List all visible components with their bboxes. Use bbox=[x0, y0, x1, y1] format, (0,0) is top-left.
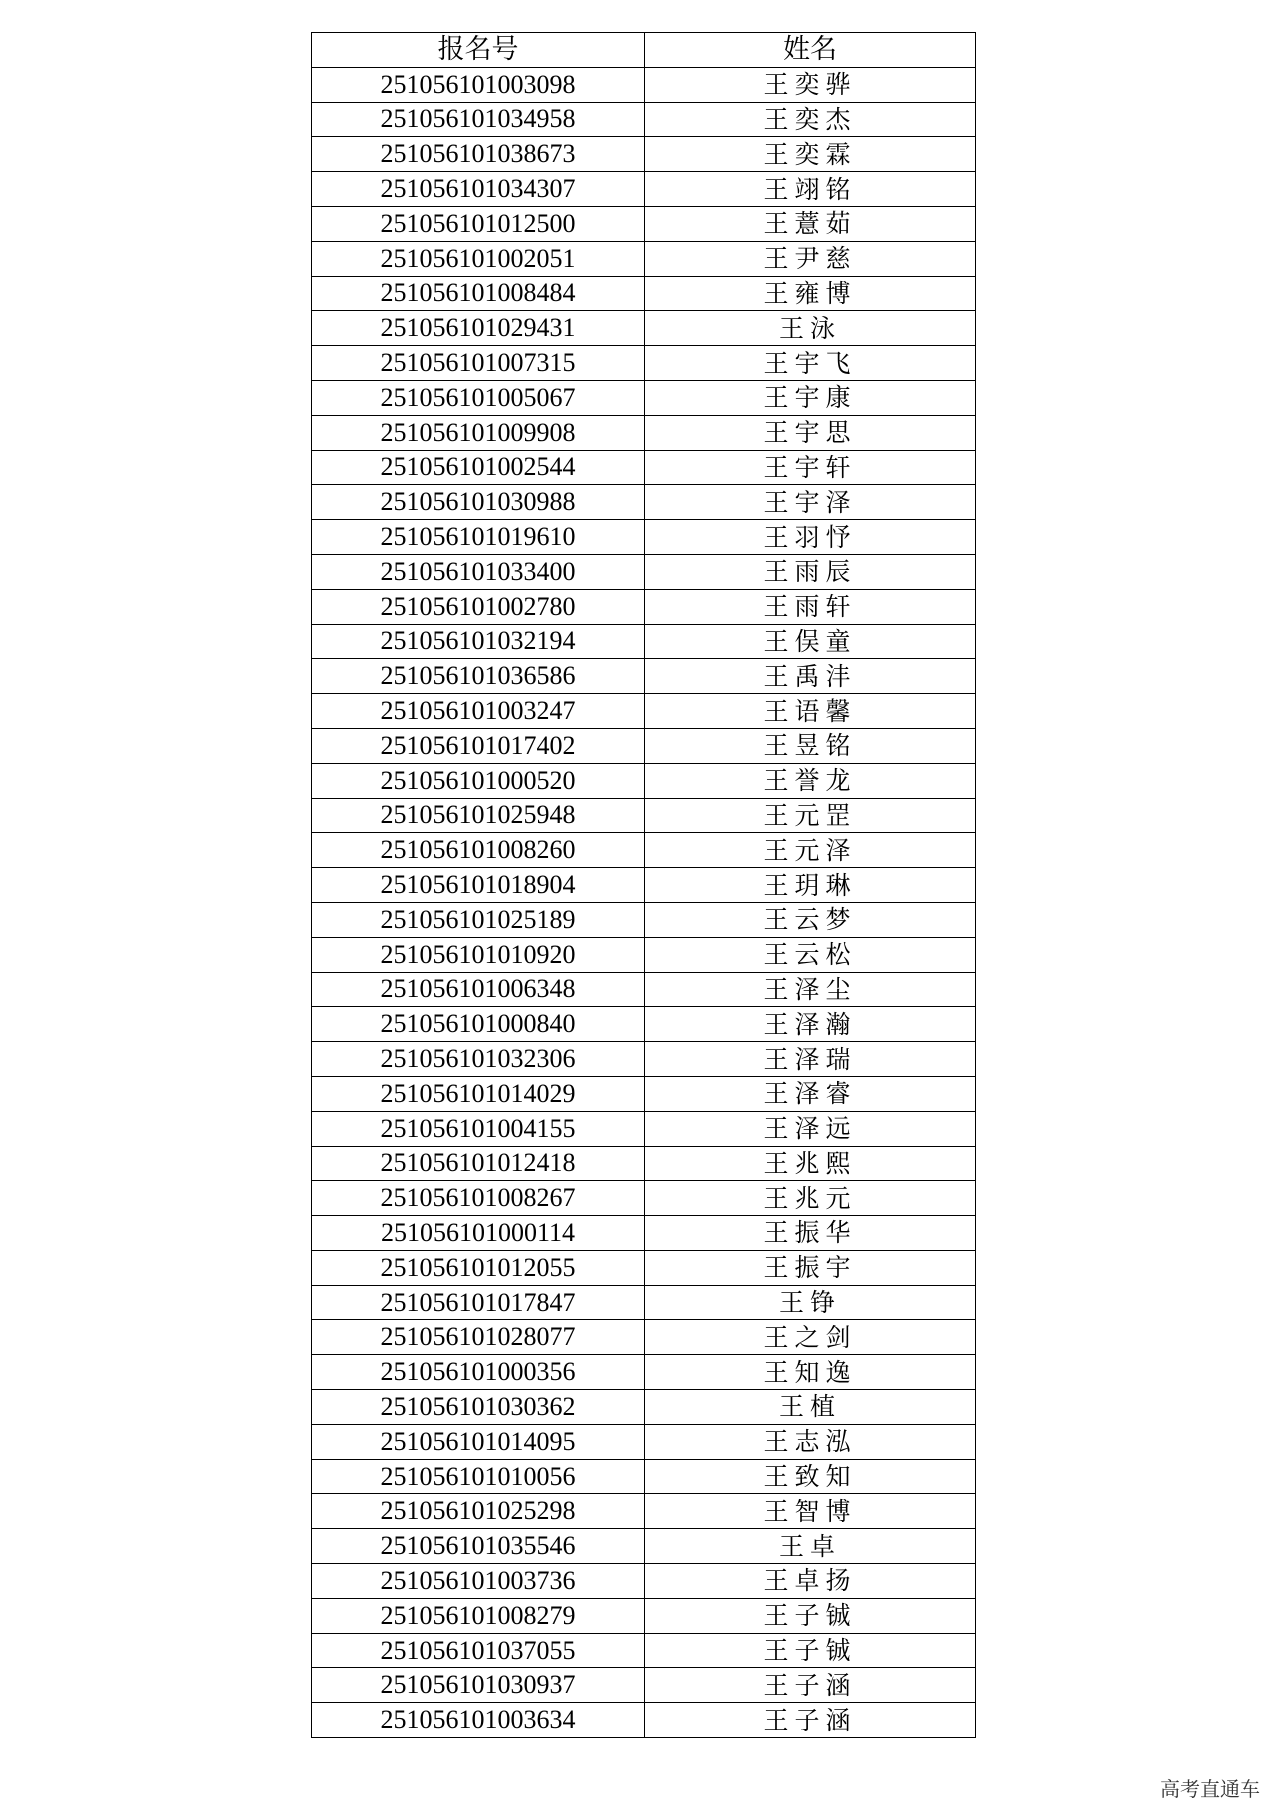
name-cell: 王元泽 bbox=[645, 833, 976, 868]
table-row bbox=[312, 1668, 976, 1703]
name-cell: 王志泓 bbox=[645, 1424, 976, 1459]
table-row bbox=[312, 1494, 976, 1529]
table-row bbox=[312, 1216, 976, 1251]
table-row bbox=[312, 1564, 976, 1599]
table-row bbox=[312, 937, 976, 972]
table-row bbox=[312, 1529, 976, 1564]
name-cell: 王兆元 bbox=[645, 1181, 976, 1216]
reg-no-cell: 251056101004155 bbox=[312, 1111, 645, 1146]
name-cell: 王振华 bbox=[645, 1216, 976, 1251]
reg-no-cell: 251056101028077 bbox=[312, 1320, 645, 1355]
table-row bbox=[312, 1042, 976, 1077]
reg-no-cell: 251056101032306 bbox=[312, 1042, 645, 1077]
reg-no-cell: 251056101006348 bbox=[312, 972, 645, 1007]
name-cell: 王致知 bbox=[645, 1459, 976, 1494]
reg-no-cell: 251056101008260 bbox=[312, 833, 645, 868]
header-row bbox=[312, 33, 976, 68]
name-cell: 王泽瀚 bbox=[645, 1007, 976, 1042]
name-cell: 王玥琳 bbox=[645, 868, 976, 903]
name-cell: 王知逸 bbox=[645, 1355, 976, 1390]
table-row bbox=[312, 763, 976, 798]
table-row bbox=[312, 172, 976, 207]
table-row bbox=[312, 972, 976, 1007]
table-row bbox=[312, 520, 976, 555]
reg-no-cell: 251056101017402 bbox=[312, 728, 645, 763]
reg-no-cell: 251056101012055 bbox=[312, 1250, 645, 1285]
name-cell: 王尹慈 bbox=[645, 241, 976, 276]
name-cell: 王奕霖 bbox=[645, 137, 976, 172]
reg-no-cell: 251056101017847 bbox=[312, 1285, 645, 1320]
reg-no-cell: 251056101008267 bbox=[312, 1181, 645, 1216]
reg-no-cell: 251056101003098 bbox=[312, 67, 645, 102]
table-row bbox=[312, 833, 976, 868]
table-row bbox=[312, 415, 976, 450]
table-row bbox=[312, 241, 976, 276]
table-row bbox=[312, 624, 976, 659]
roster-table bbox=[311, 32, 976, 1738]
name-cell: 王兆熙 bbox=[645, 1146, 976, 1181]
reg-no-cell: 251056101025298 bbox=[312, 1494, 645, 1529]
name-cell: 王语馨 bbox=[645, 694, 976, 729]
table-row bbox=[312, 1146, 976, 1181]
reg-no-cell: 251056101035546 bbox=[312, 1529, 645, 1564]
name-cell: 王羽忬 bbox=[645, 520, 976, 555]
table-row bbox=[312, 868, 976, 903]
table-row bbox=[312, 659, 976, 694]
reg-no-cell: 251056101002051 bbox=[312, 241, 645, 276]
table-row bbox=[312, 1181, 976, 1216]
reg-no-cell: 251056101036586 bbox=[312, 659, 645, 694]
table-row bbox=[312, 1598, 976, 1633]
name-cell: 王雍博 bbox=[645, 276, 976, 311]
table-row bbox=[312, 1007, 976, 1042]
table-header bbox=[312, 33, 976, 68]
reg-no-cell: 251056101030937 bbox=[312, 1668, 645, 1703]
reg-no-cell: 251056101003634 bbox=[312, 1703, 645, 1738]
name-cell: 王振宇 bbox=[645, 1250, 976, 1285]
table-row bbox=[312, 102, 976, 137]
reg-no-cell: 251056101014095 bbox=[312, 1424, 645, 1459]
name-cell: 王泽睿 bbox=[645, 1076, 976, 1111]
name-cell: 王雨辰 bbox=[645, 554, 976, 589]
name-cell: 王俣童 bbox=[645, 624, 976, 659]
header-name: 姓名 bbox=[645, 33, 976, 68]
name-cell: 王泽远 bbox=[645, 1111, 976, 1146]
name-cell: 王子铖 bbox=[645, 1598, 976, 1633]
reg-no-cell: 251056101000520 bbox=[312, 763, 645, 798]
table-row bbox=[312, 1424, 976, 1459]
table-row bbox=[312, 206, 976, 241]
reg-no-cell: 251056101014029 bbox=[312, 1076, 645, 1111]
reg-no-cell: 251056101018904 bbox=[312, 868, 645, 903]
name-cell: 王宇泽 bbox=[645, 485, 976, 520]
name-cell: 王泽尘 bbox=[645, 972, 976, 1007]
table-row bbox=[312, 1459, 976, 1494]
reg-no-cell: 251056101000356 bbox=[312, 1355, 645, 1390]
table-row bbox=[312, 346, 976, 381]
table-row bbox=[312, 485, 976, 520]
name-cell: 王卓扬 bbox=[645, 1564, 976, 1599]
name-cell: 王子涵 bbox=[645, 1668, 976, 1703]
table-row bbox=[312, 1285, 976, 1320]
reg-no-cell: 251056101030362 bbox=[312, 1390, 645, 1425]
name-cell: 王翊铭 bbox=[645, 172, 976, 207]
reg-no-cell: 251056101003736 bbox=[312, 1564, 645, 1599]
name-cell: 王禹沣 bbox=[645, 659, 976, 694]
table-row bbox=[312, 1320, 976, 1355]
reg-no-cell: 251056101002544 bbox=[312, 450, 645, 485]
reg-no-cell: 251056101019610 bbox=[312, 520, 645, 555]
table-body bbox=[312, 67, 976, 1737]
reg-no-cell: 251056101032194 bbox=[312, 624, 645, 659]
table-row bbox=[312, 450, 976, 485]
name-cell: 王云松 bbox=[645, 937, 976, 972]
name-cell: 王卓 bbox=[645, 1529, 976, 1564]
table-row bbox=[312, 1355, 976, 1390]
name-cell: 王子铖 bbox=[645, 1633, 976, 1668]
reg-no-cell: 251056101008484 bbox=[312, 276, 645, 311]
table-row bbox=[312, 1250, 976, 1285]
reg-no-cell: 251056101000114 bbox=[312, 1216, 645, 1251]
name-cell: 王铮 bbox=[645, 1285, 976, 1320]
reg-no-cell: 251056101012418 bbox=[312, 1146, 645, 1181]
reg-no-cell: 251056101034307 bbox=[312, 172, 645, 207]
reg-no-cell: 251056101000840 bbox=[312, 1007, 645, 1042]
name-cell: 王宇飞 bbox=[645, 346, 976, 381]
table-row bbox=[312, 902, 976, 937]
table-row bbox=[312, 137, 976, 172]
table-row bbox=[312, 694, 976, 729]
table-row bbox=[312, 276, 976, 311]
reg-no-cell: 251056101002780 bbox=[312, 589, 645, 624]
reg-no-cell: 251056101025189 bbox=[312, 902, 645, 937]
reg-no-cell: 251056101029431 bbox=[312, 311, 645, 346]
name-cell: 王智博 bbox=[645, 1494, 976, 1529]
reg-no-cell: 251056101025948 bbox=[312, 798, 645, 833]
reg-no-cell: 251056101008279 bbox=[312, 1598, 645, 1633]
name-cell: 王子涵 bbox=[645, 1703, 976, 1738]
name-cell: 王誉龙 bbox=[645, 763, 976, 798]
name-cell: 王之剑 bbox=[645, 1320, 976, 1355]
header-reg-no: 报名号 bbox=[312, 33, 645, 68]
reg-no-cell: 251056101038673 bbox=[312, 137, 645, 172]
reg-no-cell: 251056101003247 bbox=[312, 694, 645, 729]
name-cell: 王宇轩 bbox=[645, 450, 976, 485]
name-cell: 王宇思 bbox=[645, 415, 976, 450]
name-cell: 王植 bbox=[645, 1390, 976, 1425]
name-cell: 王宇康 bbox=[645, 380, 976, 415]
name-cell: 王元罡 bbox=[645, 798, 976, 833]
table-row bbox=[312, 311, 976, 346]
name-cell: 王泳 bbox=[645, 311, 976, 346]
table-row bbox=[312, 67, 976, 102]
reg-no-cell: 251056101010920 bbox=[312, 937, 645, 972]
name-cell: 王云梦 bbox=[645, 902, 976, 937]
table-row bbox=[312, 1390, 976, 1425]
reg-no-cell: 251056101030988 bbox=[312, 485, 645, 520]
name-cell: 王奕骅 bbox=[645, 67, 976, 102]
reg-no-cell: 251056101005067 bbox=[312, 380, 645, 415]
table-row bbox=[312, 1703, 976, 1738]
reg-no-cell: 251056101033400 bbox=[312, 554, 645, 589]
name-cell: 王雨轩 bbox=[645, 589, 976, 624]
name-cell: 王奕杰 bbox=[645, 102, 976, 137]
table-row bbox=[312, 1111, 976, 1146]
reg-no-cell: 251056101007315 bbox=[312, 346, 645, 381]
reg-no-cell: 251056101012500 bbox=[312, 206, 645, 241]
table-row bbox=[312, 728, 976, 763]
table-row bbox=[312, 798, 976, 833]
table-row bbox=[312, 589, 976, 624]
name-cell: 王薏茹 bbox=[645, 206, 976, 241]
table-row bbox=[312, 1633, 976, 1668]
name-cell: 王昱铭 bbox=[645, 728, 976, 763]
table-row bbox=[312, 1076, 976, 1111]
reg-no-cell: 251056101009908 bbox=[312, 415, 645, 450]
reg-no-cell: 251056101010056 bbox=[312, 1459, 645, 1494]
watermark-logo-text: 高考直通车 bbox=[1160, 1777, 1260, 1801]
table-row bbox=[312, 380, 976, 415]
reg-no-cell: 251056101037055 bbox=[312, 1633, 645, 1668]
table-row bbox=[312, 554, 976, 589]
name-cell: 王泽瑞 bbox=[645, 1042, 976, 1077]
reg-no-cell: 251056101034958 bbox=[312, 102, 645, 137]
